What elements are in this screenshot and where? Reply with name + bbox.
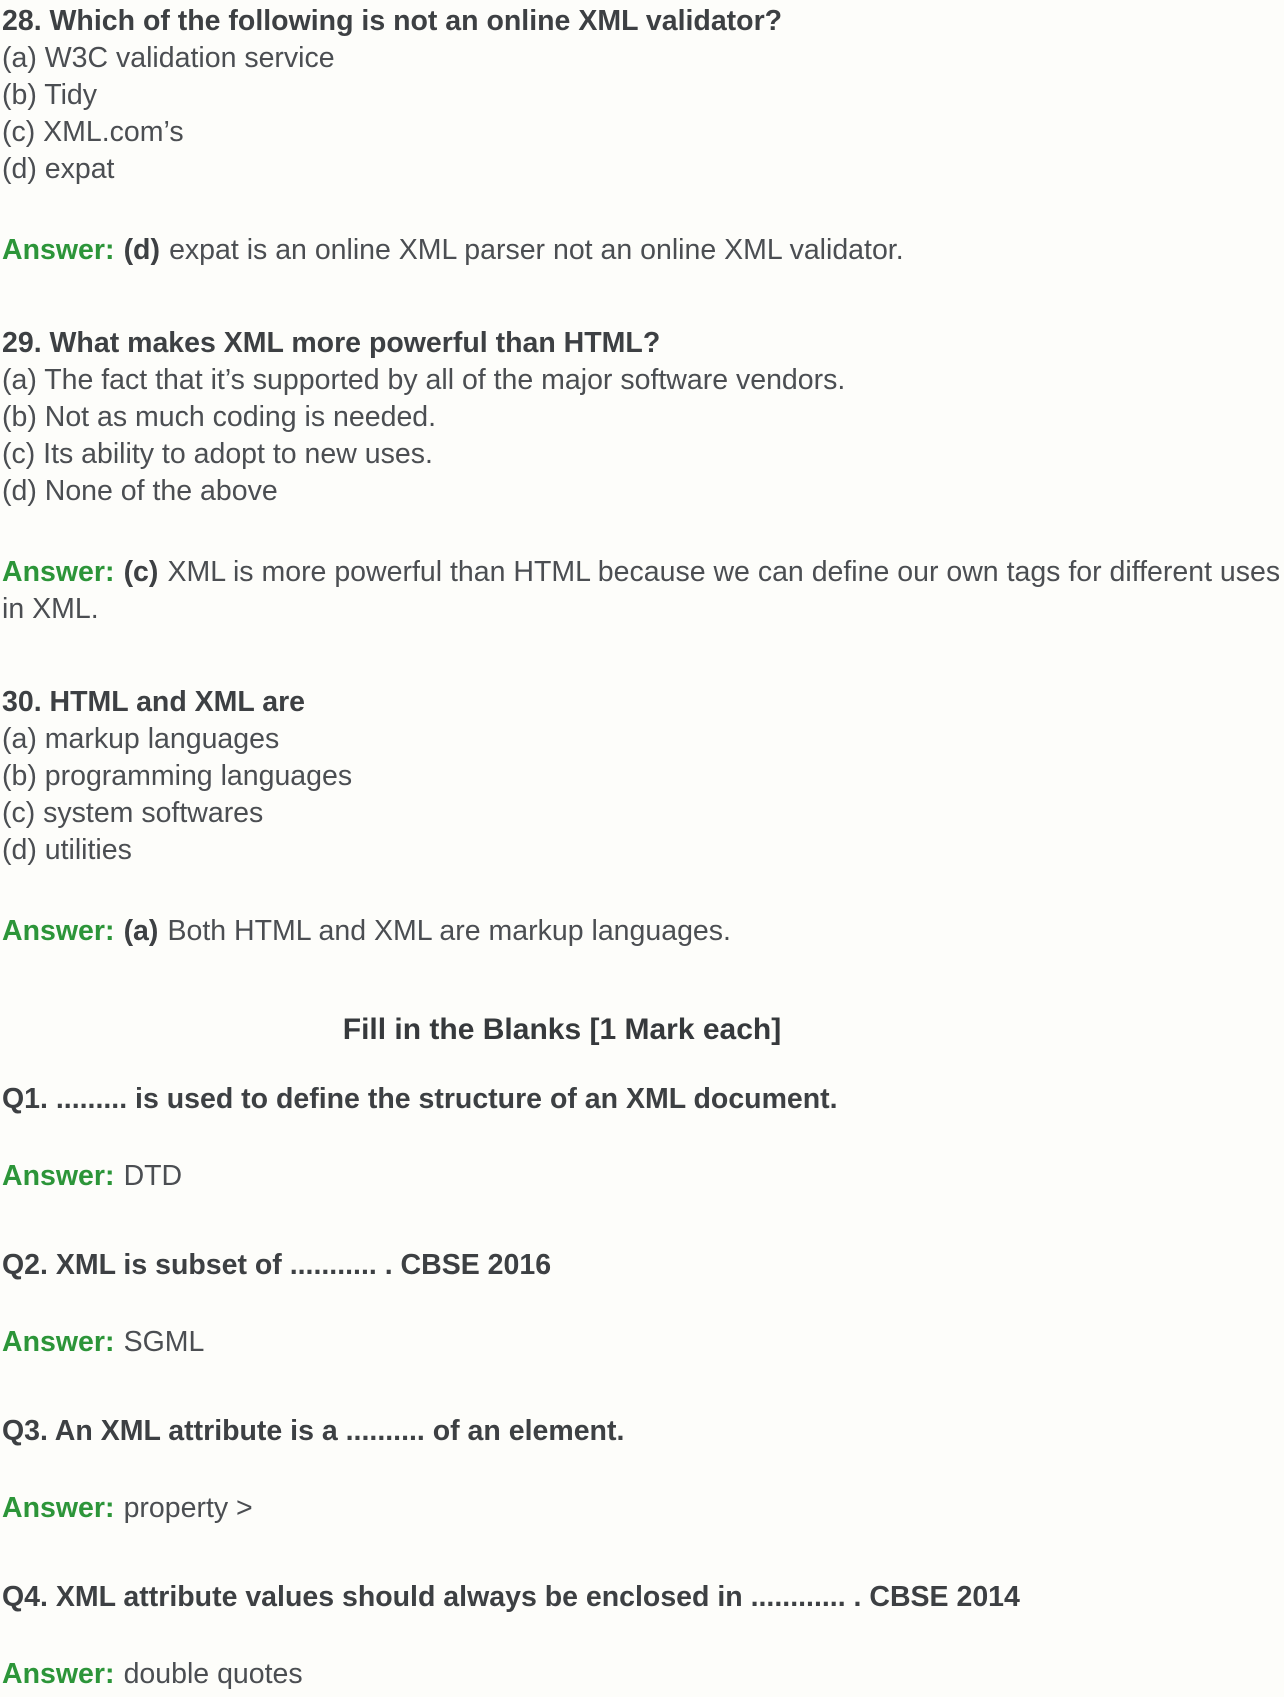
option-d: (d) None of the above [2, 475, 278, 507]
option-a: (a) W3C validation service [2, 42, 335, 74]
answer-line [2, 1490, 1282, 1527]
mcq-question-29 [2, 325, 1282, 628]
answer-line [2, 1656, 1282, 1693]
answer-text: SGML [123, 1326, 205, 1358]
option-a: (a) The fact that it’s supported by all of the major software vendors. [2, 364, 846, 396]
answer-choice: (c) [123, 556, 159, 588]
fill-blank-q4 [2, 1579, 1282, 1693]
answer-label: Answer: [2, 1326, 115, 1358]
answer-text: XML is more powerful than HTML because we can define our own tags for different uses in XML. [2, 556, 1281, 625]
option-d: (d) utilities [2, 834, 132, 866]
answer-line [2, 1324, 1282, 1361]
question-text: Q1. ......... is used to define the structure of an XML document. [2, 1083, 838, 1115]
question-text: Q4. XML attribute values should always be enclosed in ............ . CBSE 2014 [2, 1581, 1020, 1613]
option-b: (b) programming languages [2, 760, 353, 792]
option-d: (d) expat [2, 153, 115, 185]
answer-label: Answer: [2, 1492, 115, 1524]
answer-choice: (a) [123, 915, 159, 947]
fill-blank-q2 [2, 1247, 1282, 1361]
answer-line [2, 1158, 1282, 1195]
question-text: Q2. XML is subset of ........... . CBSE 2016 [2, 1249, 552, 1281]
question-title: 28. Which of the following is not an online XML validator? [2, 5, 783, 37]
answer-label: Answer: [2, 234, 115, 266]
answer-line [2, 554, 1282, 628]
answer-text: double quotes [123, 1658, 303, 1690]
option-b: (b) Tidy [2, 79, 98, 111]
answer-choice: (d) [123, 234, 160, 266]
option-b: (b) Not as much coding is needed. [2, 401, 437, 433]
question-title: 29. What makes XML more powerful than HTML? [2, 327, 661, 359]
mcq-question-28 [2, 3, 1282, 269]
fill-blank-q1 [2, 1081, 1282, 1195]
answer-label: Answer: [2, 556, 115, 588]
option-c: (c) system softwares [2, 797, 264, 829]
option-c: (c) XML.com’s [2, 116, 184, 148]
option-c: (c) Its ability to adopt to new uses. [2, 438, 433, 470]
mcq-question-30 [2, 684, 1282, 950]
answer-label: Answer: [2, 915, 115, 947]
answer-line [2, 913, 1282, 950]
question-title: 30. HTML and XML are [2, 686, 306, 718]
option-a: (a) markup languages [2, 723, 280, 755]
answer-text: Both HTML and XML are markup languages. [167, 915, 731, 947]
answer-text: property > [123, 1492, 253, 1524]
answer-label: Answer: [2, 1160, 115, 1192]
answer-text: expat is an online XML parser not an online XML validator. [169, 234, 904, 266]
answer-label: Answer: [2, 1658, 115, 1690]
fill-blank-q3 [2, 1413, 1282, 1527]
question-text: Q3. An XML attribute is a .......... of an element. [2, 1415, 625, 1447]
section-heading-fill-in-the-blanks: Fill in the Blanks [1 Mark each] [342, 1013, 782, 1046]
answer-line [2, 232, 1282, 269]
answer-text: DTD [123, 1160, 183, 1192]
